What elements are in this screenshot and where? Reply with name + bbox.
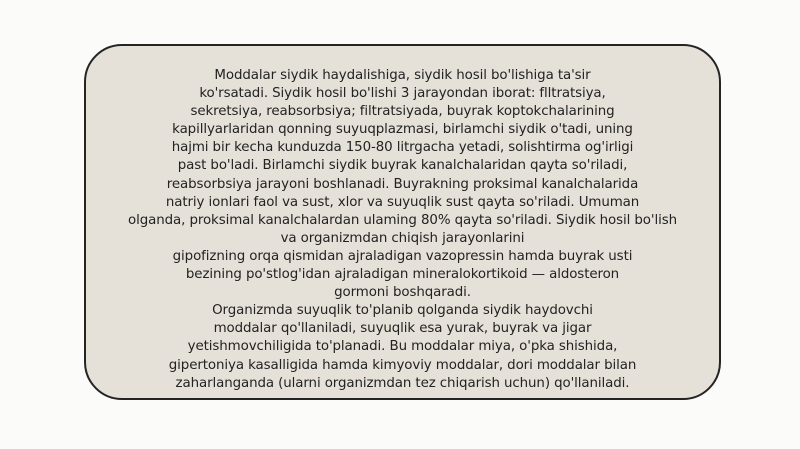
text-line: gipertoniya kasalligida hamda kimyoviy moddalar, dori moddalar bilan bbox=[168, 357, 637, 373]
text-line: olganda, proksimal kanalchalardan ulaming 80% qayta so'riladi. Siydik hosil bo'lish bbox=[128, 212, 677, 228]
text-line: reabsorbsiya jarayoni boshlanadi. Buyrakning proksimal kanalchalarida bbox=[166, 176, 639, 192]
text-line: kapillyarlaridan qonning suyuqplazmasi, birlamchi siydik o'tadi, uning bbox=[172, 122, 633, 138]
text-line: moddalar qo'llaniladi, suyuqlik esa yurak, buyrak va jigar bbox=[213, 321, 592, 337]
text-line: ko'rsatadi. Siydik hosil bo'lishi 3 jarayondan iborat: flltratsiya, bbox=[199, 86, 606, 102]
text-line: yetishmovchiligida to'planadi. Bu moddalar miya, o'pka shishida, bbox=[187, 339, 618, 355]
text-line: bezining po'stlog'idan ajraladigan mineralokortikoid — aldosteron bbox=[185, 267, 620, 283]
text-line: va organizmdan chiqish jarayonlarini bbox=[280, 230, 525, 246]
text-line: past bo'ladi. Birlamchi siydik buyrak kanalchalaridan qayta so'riladi, bbox=[177, 158, 628, 174]
text-line: gormoni boshqaradi. bbox=[334, 285, 471, 301]
text-line: natriy ionlari faol va sust, xlor va suyuqlik sust qayta so'riladi. Umuman bbox=[165, 194, 640, 210]
text-line: Organizmda suyuqlik to'planib qolganda siydik haydovchi bbox=[212, 303, 593, 319]
paragraph-text bbox=[86, 67, 719, 393]
text-line: Moddalar siydik haydalishiga, siydik hosil bo'lishiga ta'sir bbox=[214, 68, 591, 83]
text-card bbox=[84, 44, 721, 400]
text-line: sekretsiya, reabsorbsiya; filtratsiyada, buyrak koptokchalarining bbox=[190, 104, 615, 120]
text-line: zaharlanganda (ularni organizmdan tez chiqarish uchun) qo'llaniladi. bbox=[175, 375, 630, 391]
text-line: hajmi bir kecha kunduzda 150-80 litrgacha yetadi, solishtirma og'irligi bbox=[171, 140, 634, 156]
text-line: gipofizning orqa qismidan ajraladigan vazopressin hamda buyrak usti bbox=[172, 248, 633, 264]
